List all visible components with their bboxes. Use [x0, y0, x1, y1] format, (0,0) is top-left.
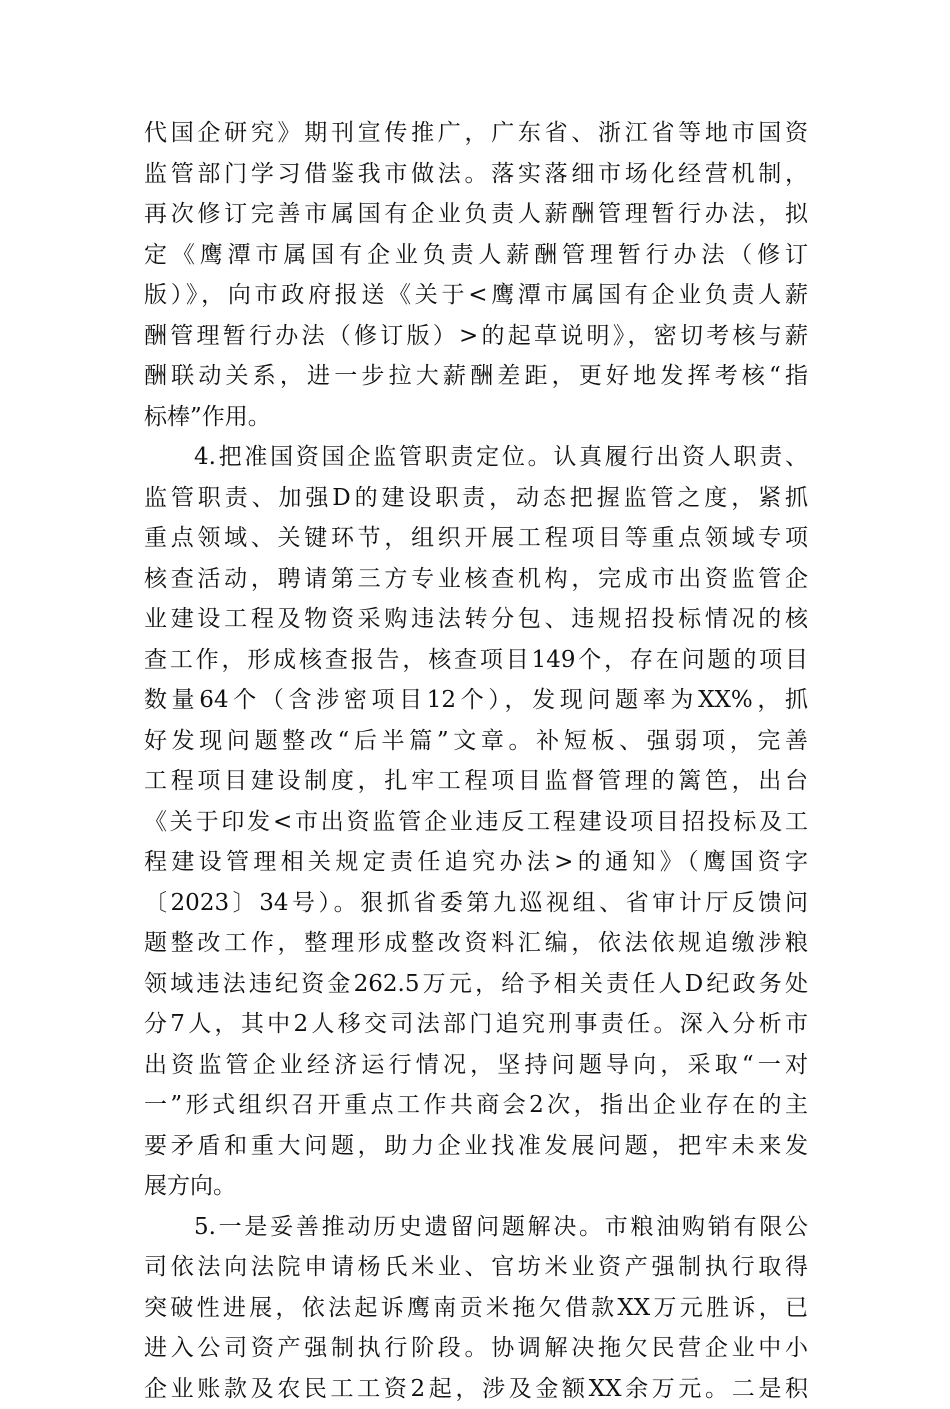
paragraph-1-line-7: 酬联动关系，进一步拉大薪酬差距，更好地发挥考核“指: [144, 356, 808, 397]
paragraph-2-line-10: 《关于印发<市出资监管企业违反工程建设项目招投标及工: [144, 802, 808, 843]
paragraph-3-line-1: 5.一是妥善推动历史遗留问题解决。市粮油购销有限公: [144, 1207, 808, 1248]
paragraph-3-line-3: 突破性进展，依法起诉鹰南贡米拖欠借款XX万元胜诉，已: [144, 1288, 808, 1329]
paragraph-2-line-14: 领域违法违纪资金262.5万元，给予相关责任人D纪政务处: [144, 964, 808, 1005]
document-body: [144, 113, 808, 1409]
paragraph-1-line-6: 酬管理暂行办法（修订版）>的起草说明》，密切考核与薪: [144, 316, 808, 357]
paragraph-1-line-8: 标棒”作用。: [144, 397, 808, 438]
paragraph-3-line-5: 企业账款及农民工工资2起，涉及金额XX余万元。二是积: [144, 1369, 808, 1409]
paragraph-2-line-1: 4.把准国资国企监管职责定位。认真履行出资人职责、: [144, 437, 808, 478]
paragraph-3-line-2: 司依法向法院申请杨氏米业、官坊米业资产强制执行取得: [144, 1247, 808, 1288]
paragraph-2-line-16: 出资监管企业经济运行情况，坚持问题导向，采取“一对: [144, 1045, 808, 1086]
paragraph-1-line-2: 监管部门学习借鉴我市做法。落实落细市场化经营机制，: [144, 154, 808, 195]
paragraph-2-line-13: 题整改工作，整理形成整改资料汇编，依法依规追缴涉粮: [144, 923, 808, 964]
paragraph-1-line-3: 再次修订完善市属国有企业负责人薪酬管理暂行办法，拟: [144, 194, 808, 235]
paragraph-2-line-4: 核查活动，聘请第三方专业核查机构，完成市出资监管企: [144, 559, 808, 600]
paragraph-1-line-1: 代国企研究》期刊宣传推广，广东省、浙江省等地市国资: [144, 113, 808, 154]
paragraph-2-line-9: 工程项目建设制度，扎牢工程项目监督管理的篱笆，出台: [144, 761, 808, 802]
paragraph-1-line-5: 版）》，向市政府报送《关于<鹰潭市属国有企业负责人薪: [144, 275, 808, 316]
paragraph-2-line-19: 展方向。: [144, 1166, 808, 1207]
paragraph-2-line-17: 一”形式组织召开重点工作共商会2次，指出企业存在的主: [144, 1085, 808, 1126]
paragraph-2-line-5: 业建设工程及物资采购违法转分包、违规招投标情况的核: [144, 599, 808, 640]
paragraph-2-line-3: 重点领域、关键环节，组织开展工程项目等重点领域专项: [144, 518, 808, 559]
paragraph-2-line-11: 程建设管理相关规定责任追究办法>的通知》（鹰国资字: [144, 842, 808, 883]
paragraph-2-line-15: 分7人，其中2人移交司法部门追究刑事责任。深入分析市: [144, 1004, 808, 1045]
paragraph-3-line-4: 进入公司资产强制执行阶段。协调解决拖欠民营企业中小: [144, 1328, 808, 1369]
paragraph-2-line-7: 数量64个（含涉密项目12个），发现问题率为XX%，抓: [144, 680, 808, 721]
paragraph-2-line-6: 查工作，形成核查报告，核查项目149个，存在问题的项目: [144, 640, 808, 681]
paragraph-2-line-8: 好发现问题整改“后半篇”文章。补短板、强弱项，完善: [144, 721, 808, 762]
paragraph-2-line-18: 要矛盾和重大问题，助力企业找准发展问题，把牢未来发: [144, 1126, 808, 1167]
paragraph-2-line-2: 监管职责、加强D的建设职责，动态把握监管之度，紧抓: [144, 478, 808, 519]
paragraph-2-line-12: 〔2023〕34号）。狠抓省委第九巡视组、省审计厅反馈问: [144, 883, 808, 924]
paragraph-1-line-4: 定《鹰潭市属国有企业负责人薪酬管理暂行办法（修订: [144, 235, 808, 276]
